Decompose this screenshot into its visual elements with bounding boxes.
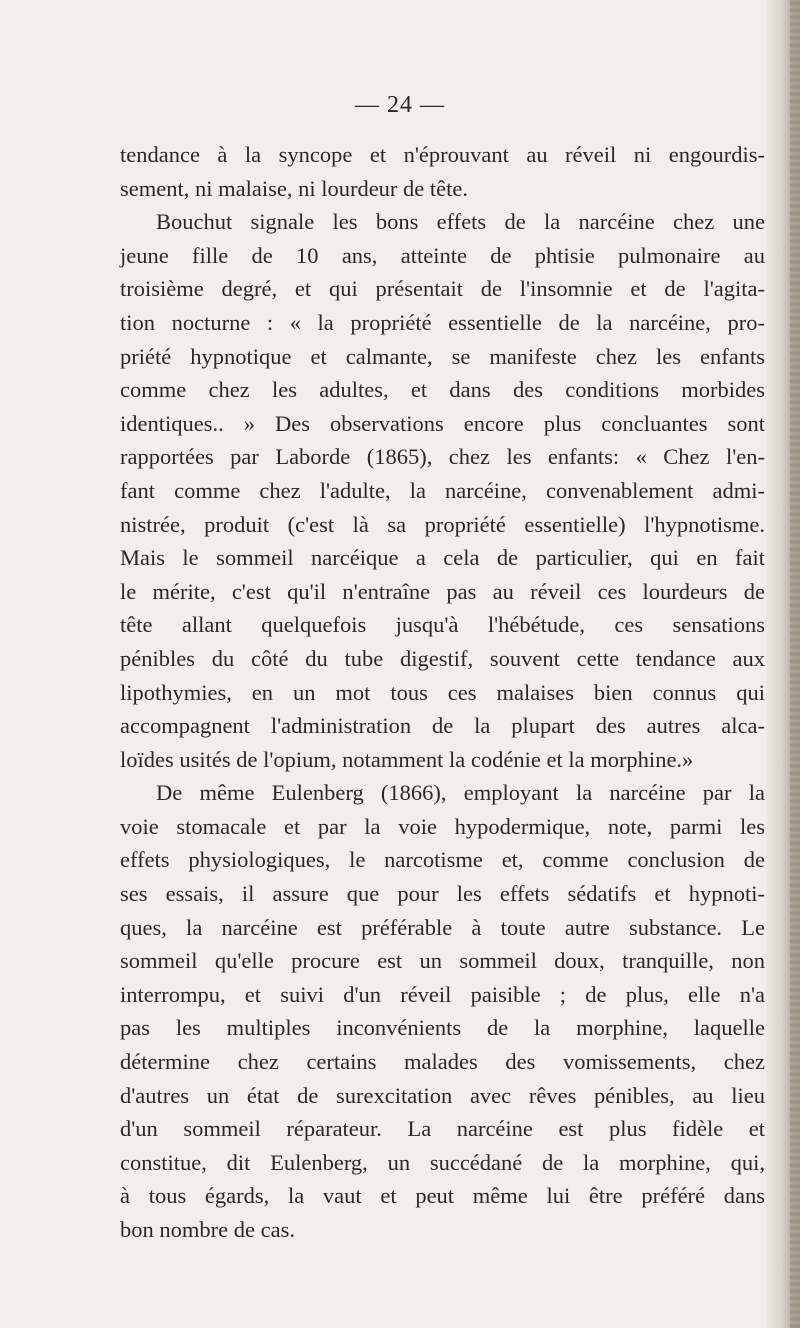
- paragraph: [120, 138, 765, 205]
- text-line: troisième degré, et qui présentait de l'insomnie et de l'agita-: [120, 276, 765, 302]
- text-line: Mais le sommeil narcéique a cela de particulier, qui en fait: [120, 545, 765, 571]
- text-line: d'autres un état de surexcitation avec rêves pénibles, au lieu: [120, 1082, 765, 1108]
- text-line: tion nocturne : « la propriété essentielle de la narcéine, pro-: [120, 309, 765, 335]
- text-line: interrompu, et suivi d'un réveil paisible ; de plus, elle n'a: [120, 981, 765, 1007]
- text-line: accompagnent l'administration de la plupart des autres alca-: [120, 713, 765, 739]
- text-line: pénibles du côté du tube digestif, souvent cette tendance aux: [120, 645, 765, 671]
- body-text: [120, 138, 765, 1247]
- text-line: ses essais, il assure que pour les effets sédatifs et hypnoti-: [120, 881, 765, 907]
- text-line: d'un sommeil réparateur. La narcéine est plus fidèle et: [120, 1116, 765, 1142]
- text-line: ques, la narcéine est préférable à toute autre substance. Le: [120, 914, 765, 940]
- page-number: — 24 —: [355, 92, 445, 118]
- text-line: jeune fille de 10 ans, atteinte de phtisie pulmonaire au: [120, 242, 765, 268]
- text-line: De même Eulenberg (1866), employant la narcéine par la: [156, 780, 765, 806]
- text-line: nistrée, produit (c'est là sa propriété essentielle) l'hypnotisme.: [120, 511, 765, 537]
- paragraph: [120, 776, 765, 1246]
- text-line: voie stomacale et par la voie hypodermique, note, parmi les: [120, 813, 765, 839]
- text-line: le mérite, c'est qu'il n'entraîne pas au réveil ces lourdeurs de: [120, 578, 765, 604]
- text-line: priété hypnotique et calmante, se manifeste chez les enfants: [120, 343, 765, 369]
- text-line: Bouchut signale les bons effets de la narcéine chez une: [156, 209, 765, 235]
- page-edge-shadow: [766, 0, 800, 1328]
- text-line: loïdes usités de l'opium, notamment la codénie et la morphine.»: [120, 746, 694, 772]
- text-line: sement, ni malaise, ni lourdeur de tête.: [120, 175, 469, 201]
- paragraph: [120, 205, 765, 776]
- text-line: tendance à la syncope et n'éprouvant au réveil ni engourdis-: [120, 142, 765, 167]
- text-line: constitue, dit Eulenberg, un succédané de la morphine, qui,: [120, 1149, 765, 1175]
- text-line: sommeil qu'elle procure est un sommeil doux, tranquille, non: [120, 948, 765, 974]
- text-line: rapportées par Laborde (1865), chez les enfants: « Chez l'en-: [120, 444, 765, 470]
- text-line: à tous égards, la vaut et peut même lui être préféré dans: [120, 1183, 765, 1209]
- text-line: effets physiologiques, le narcotisme et, comme conclusion de: [120, 847, 765, 873]
- text-line: fant comme chez l'adulte, la narcéine, convenablement admi-: [120, 477, 765, 503]
- text-line: identiques.. » Des observations encore plus concluantes sont: [120, 410, 765, 436]
- text-line: lipothymies, en un mot tous ces malaises bien connus qui: [120, 679, 765, 705]
- text-line: tête allant quelquefois jusqu'à l'hébétude, ces sensations: [120, 612, 765, 638]
- text-line: bon nombre de cas.: [120, 1217, 295, 1242]
- text-line: comme chez les adultes, et dans des conditions morbides: [120, 377, 765, 403]
- text-line: détermine chez certains malades des vomissements, chez: [120, 1049, 765, 1075]
- text-line: pas les multiples inconvénients de la morphine, laquelle: [120, 1015, 765, 1041]
